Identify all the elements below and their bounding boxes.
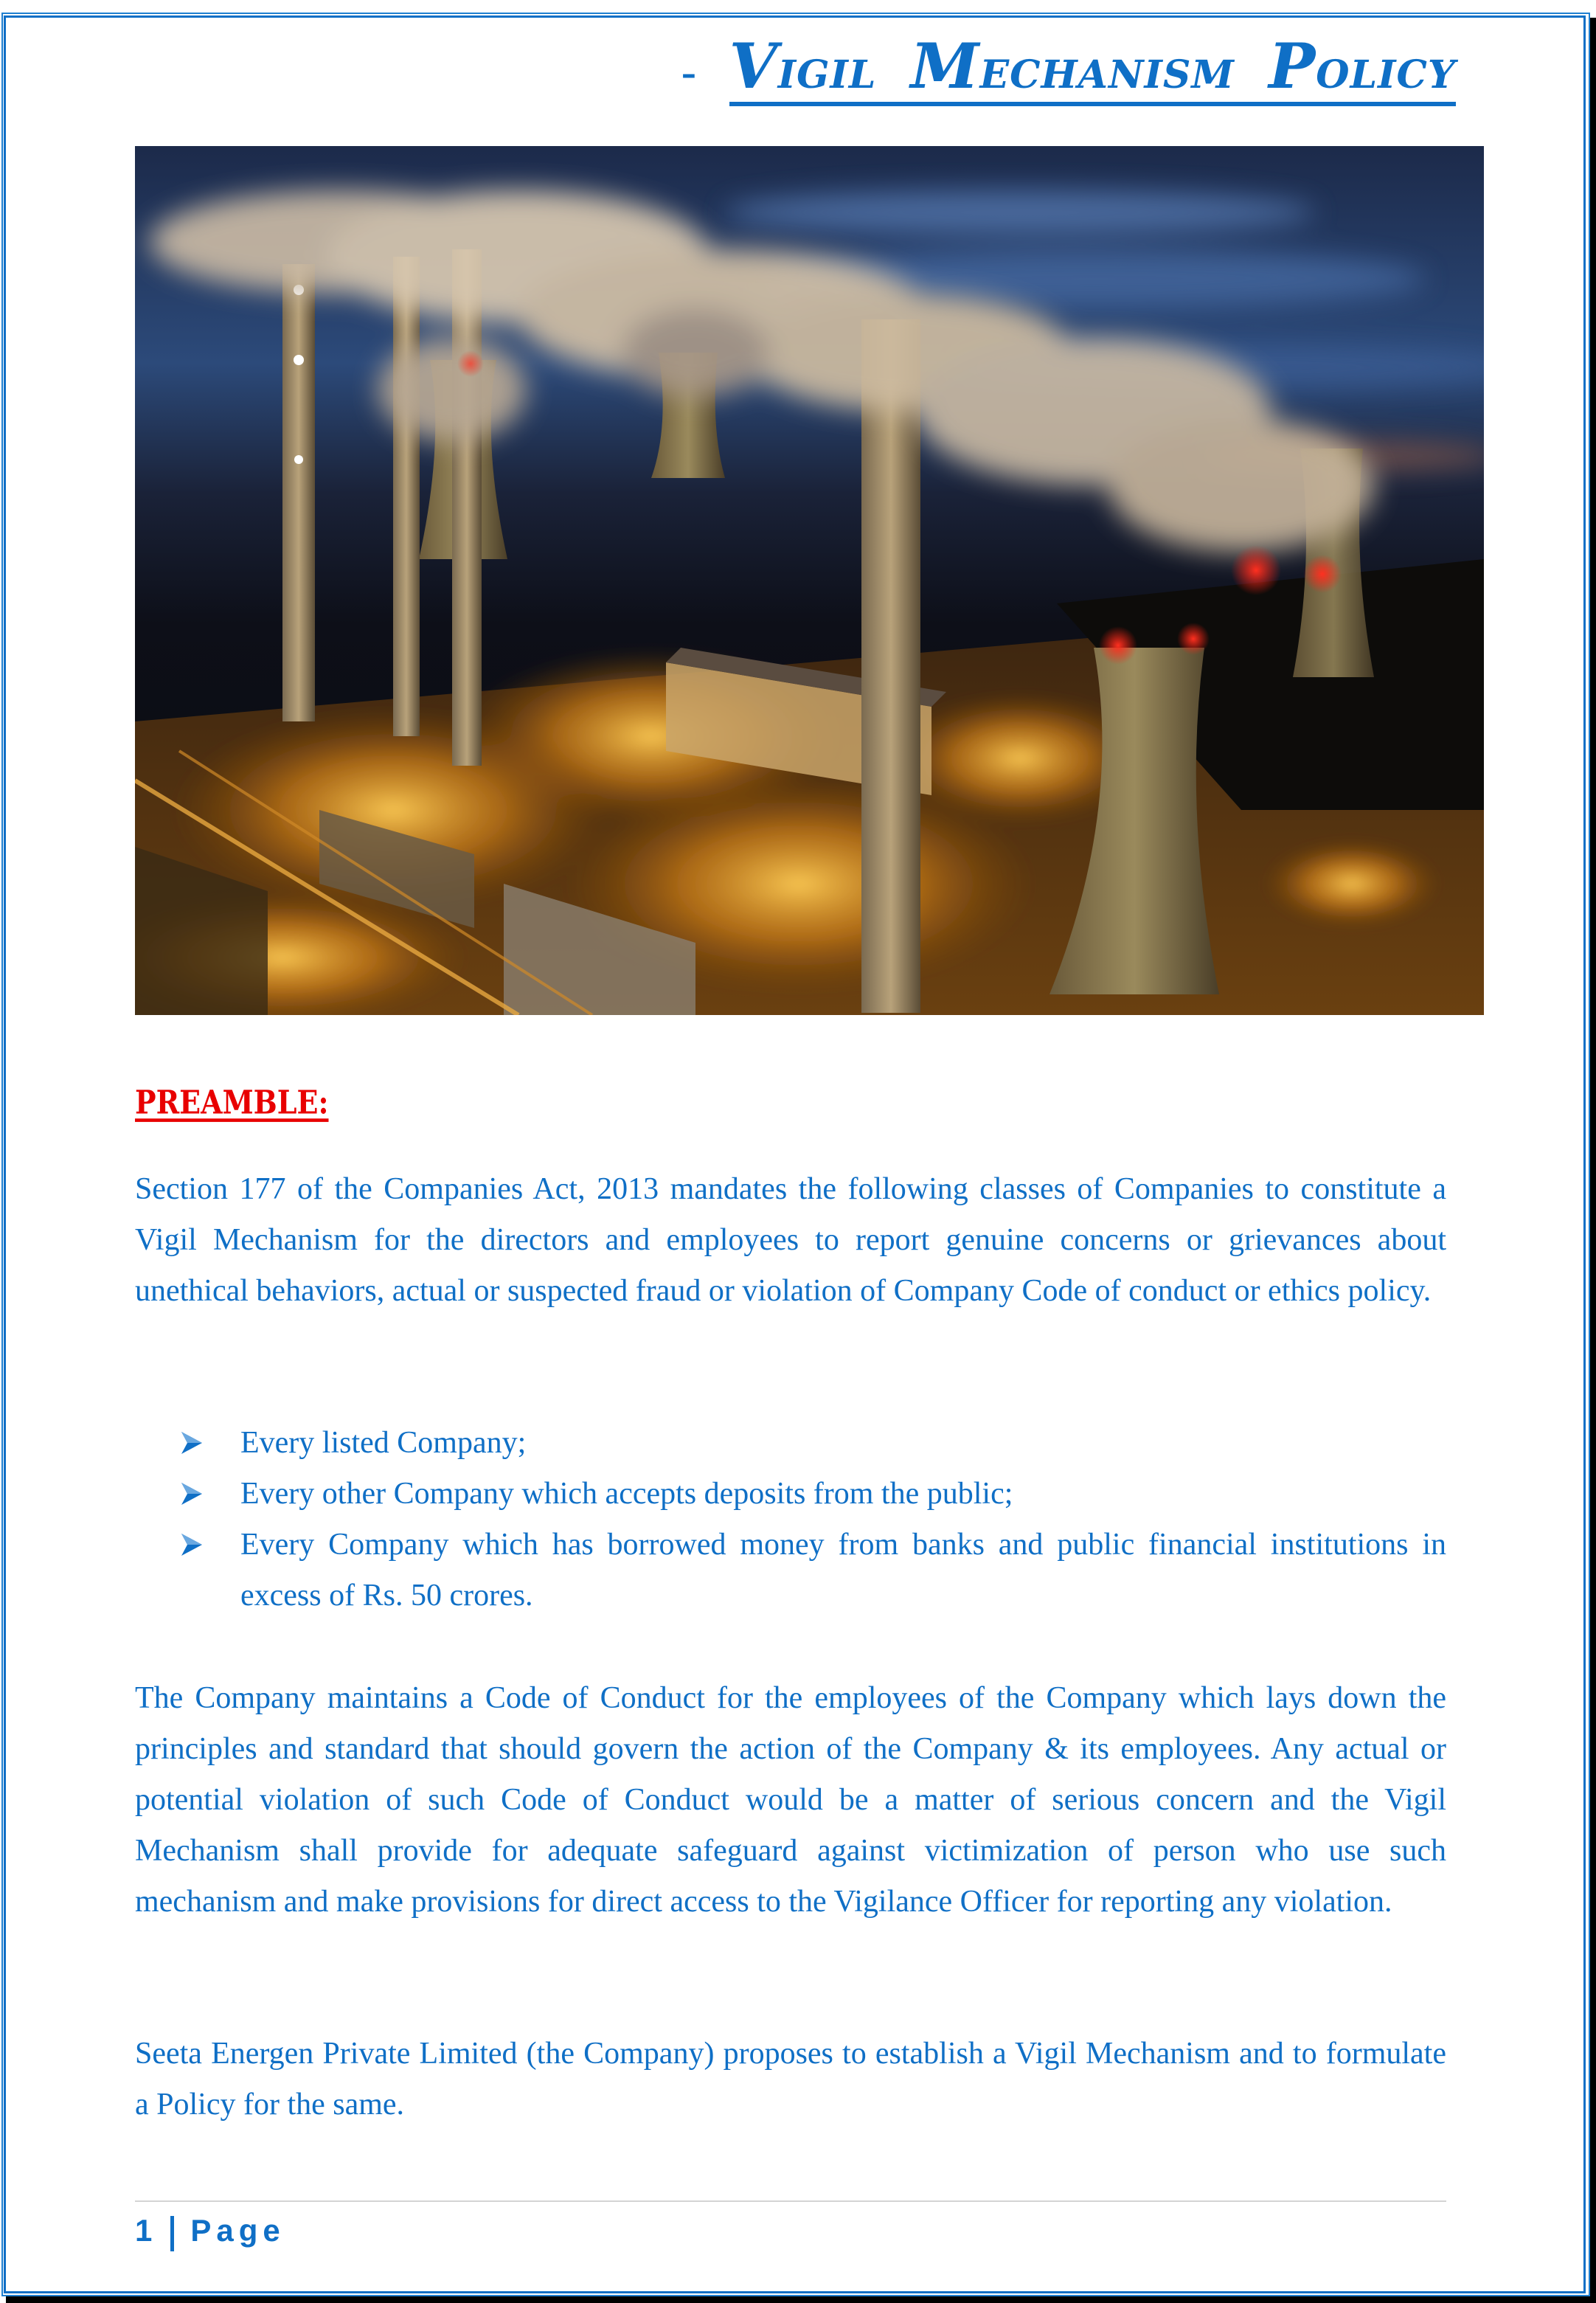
page-number: 1 <box>135 2213 158 2248</box>
chimney-light <box>294 455 303 464</box>
power-plant-photo <box>135 146 1484 1015</box>
list-item-text: Every Company which has borrowed money from banks and public financial institutions in excess of Rs. 50 crores. <box>240 1528 1446 1613</box>
footer-divider <box>135 2200 1446 2202</box>
code-of-conduct-paragraph: The Company maintains a Code of Conduct for the employees of the Company which lays down the principles and standard that should govern the action of the Company & its employees. Any actual or potential violation of such Code of Conduct would be a matter of serious concern and the Vigil Mechanism shall provide for adequate safeguard against victimization of person who use such mechanism and make provisions for direct access to the Vigilance Officer for reporting any violation. <box>135 1681 1446 1919</box>
document-title <box>729 30 1456 106</box>
red-warning-light <box>1099 626 1137 665</box>
list-item <box>181 1520 1446 1621</box>
red-warning-light <box>1231 545 1281 595</box>
chimney-left <box>282 264 315 721</box>
chimney-front <box>861 319 920 1013</box>
chimney-3 <box>452 249 482 766</box>
power-plant-illustration <box>135 146 1484 1015</box>
title-word-vigil: VIGIL <box>729 30 877 103</box>
list-item <box>181 1418 1446 1469</box>
page-label: Page <box>190 2213 285 2248</box>
arrowhead-bullet-icon <box>181 1483 202 1505</box>
arrowhead-bullet-icon <box>181 1534 202 1556</box>
page-header <box>681 30 1456 106</box>
list-item-text: Every listed Company; <box>240 1426 527 1460</box>
title-dash: - <box>681 46 697 99</box>
page-footer <box>135 2213 285 2248</box>
preamble-intro-paragraph: Section 177 of the Companies Act, 2013 mandates the following classes of Companies to constitute a Vigil Mechanism for the directors and employees to report genuine concerns or grievances about unethical behaviors, actual or suspected fraud or violation of Company Code of conduct or ethics policy. <box>135 1172 1446 1308</box>
footer-separator <box>170 2216 174 2251</box>
page-shadow-right <box>1590 18 1596 2303</box>
page-shadow-bottom <box>6 2296 1596 2303</box>
company-classes-list <box>181 1418 1446 1621</box>
chimney-light <box>294 355 304 365</box>
red-warning-light <box>457 350 484 377</box>
red-warning-light <box>1303 555 1342 593</box>
list-item <box>181 1469 1446 1520</box>
preamble-heading: PREAMBLE: <box>135 1083 329 1121</box>
list-item-text: Every other Company which accepts deposits from the public; <box>240 1477 1013 1511</box>
red-warning-light <box>1177 623 1210 655</box>
proposal-paragraph: Seeta Energen Private Limited (the Company) proposes to establish a Vigil Mechanism and to formulate a Policy for the same. <box>135 2037 1446 2122</box>
arrowhead-bullet-icon <box>181 1432 202 1454</box>
title-word-mechanism: MECHANISM <box>910 30 1235 103</box>
chimney-2 <box>393 257 420 736</box>
title-word-policy: POLICY <box>1269 30 1456 103</box>
